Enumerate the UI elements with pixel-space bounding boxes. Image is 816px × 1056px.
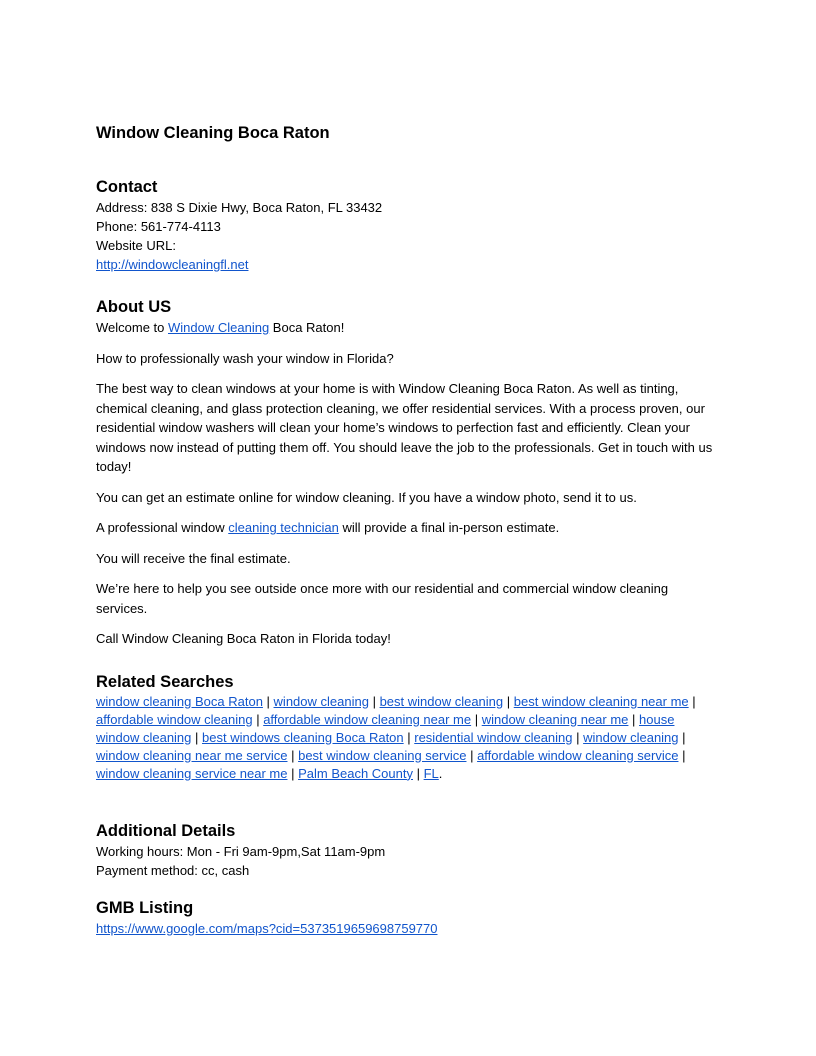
related-separator: | <box>287 747 299 763</box>
related-separator: | <box>413 765 424 781</box>
related-separator: | <box>466 747 478 763</box>
about-help: We’re here to help you see outside once more with our residential and commercial window cleaning services. <box>96 581 669 616</box>
about-estimate: You can get an estimate online for window cleaning. If you have a window photo, send it to us. <box>96 489 637 505</box>
related-separator: | <box>688 693 696 709</box>
working-hours: Working hours: Mon - Fri 9am-9pm,Sat 11am-9pm <box>96 843 386 859</box>
related-search-link[interactable]: best window cleaning <box>379 693 504 709</box>
related-separator: | <box>403 729 415 745</box>
welcome-prefix: Welcome to <box>96 320 169 335</box>
tech-suffix: will provide a final in-person estimate. <box>338 520 560 535</box>
about-heading: About US <box>96 298 172 316</box>
page-title: Window Cleaning Boca Raton <box>96 124 330 142</box>
contact-address: Address: 838 S Dixie Hwy, Boca Raton, FL 33432 <box>96 200 383 215</box>
tech-prefix: A professional window <box>96 520 229 535</box>
about-call: Call Window Cleaning Boca Raton in Florida today! <box>96 631 391 646</box>
about-best: The best way to clean windows at your home is with Window Cleaning Boca Raton. As well as tinting, chemical cleaning, and glass protection cleaning, we offer residential services. With a process proven, our residential window washers will clean your home’s windows to perfection fast and efficiently. Clean your windows now instead of putting them off. You should leave the job to the professionals. Get in touch with us today! <box>96 381 713 474</box>
about-how: How to professionally wash your window in Florida? <box>96 350 394 366</box>
payment-method: Payment method: cc, cash <box>96 862 250 878</box>
related-search-link[interactable]: Palm Beach County <box>298 765 413 781</box>
related-search-link[interactable]: window cleaning Boca Raton <box>96 693 263 709</box>
window-cleaning-link[interactable]: Window Cleaning <box>168 320 270 335</box>
related-search-link[interactable]: window cleaning service near me <box>96 765 288 781</box>
contact-heading: Contact <box>96 178 158 196</box>
details-heading: Additional Details <box>96 821 236 840</box>
gmb-link[interactable]: https://www.google.com/maps?cid=5373519659698759770 <box>96 920 438 936</box>
related-search-link[interactable]: window cleaning near me <box>481 711 629 727</box>
cleaning-technician-link[interactable]: cleaning technician <box>228 520 339 535</box>
related-search-link[interactable]: affordable window cleaning <box>96 711 253 727</box>
related-separator: | <box>678 729 686 745</box>
related-search-link[interactable]: FL <box>423 765 439 781</box>
related-separator: | <box>628 711 640 727</box>
welcome-suffix: Boca Raton! <box>269 320 345 335</box>
related-separator: | <box>262 693 274 709</box>
related-search-link[interactable]: affordable window cleaning near me <box>263 711 472 727</box>
related-separator: | <box>471 711 482 727</box>
related-search-link[interactable]: best window cleaning near me <box>513 693 689 709</box>
about-final: You will receive the final estimate. <box>96 550 291 566</box>
related-search-link[interactable]: affordable window cleaning service <box>477 747 679 763</box>
related-search-link[interactable]: best windows cleaning Boca Raton <box>202 729 404 745</box>
related-links <box>96 693 720 783</box>
related-end-period: . <box>438 765 443 781</box>
related-separator: | <box>191 729 203 745</box>
related-search-link[interactable]: best window cleaning service <box>298 747 467 763</box>
related-search-link[interactable]: window cleaning <box>273 693 369 709</box>
gmb-heading: GMB Listing <box>96 898 194 917</box>
related-search-link[interactable]: residential window cleaning <box>414 729 573 745</box>
contact-phone: Phone: 561-774-4113 <box>96 219 221 234</box>
related-separator: | <box>287 765 299 781</box>
document-content <box>96 122 720 938</box>
related-separator: | <box>503 693 514 709</box>
about-welcome <box>96 318 720 338</box>
related-search-link[interactable]: window cleaning <box>583 729 679 745</box>
contact-website-label: Website URL: <box>96 238 176 253</box>
related-search-link[interactable]: window cleaning near me service <box>96 747 288 763</box>
related-separator: | <box>252 711 264 727</box>
related-separator: | <box>368 693 380 709</box>
related-search-link[interactable]: house window cleaning <box>96 711 675 745</box>
related-separator: | <box>572 729 584 745</box>
related-separator: | <box>678 747 686 763</box>
related-heading: Related Searches <box>96 672 234 691</box>
website-link[interactable]: http://windowcleaningfl.net <box>96 257 249 272</box>
about-technician <box>96 518 720 538</box>
